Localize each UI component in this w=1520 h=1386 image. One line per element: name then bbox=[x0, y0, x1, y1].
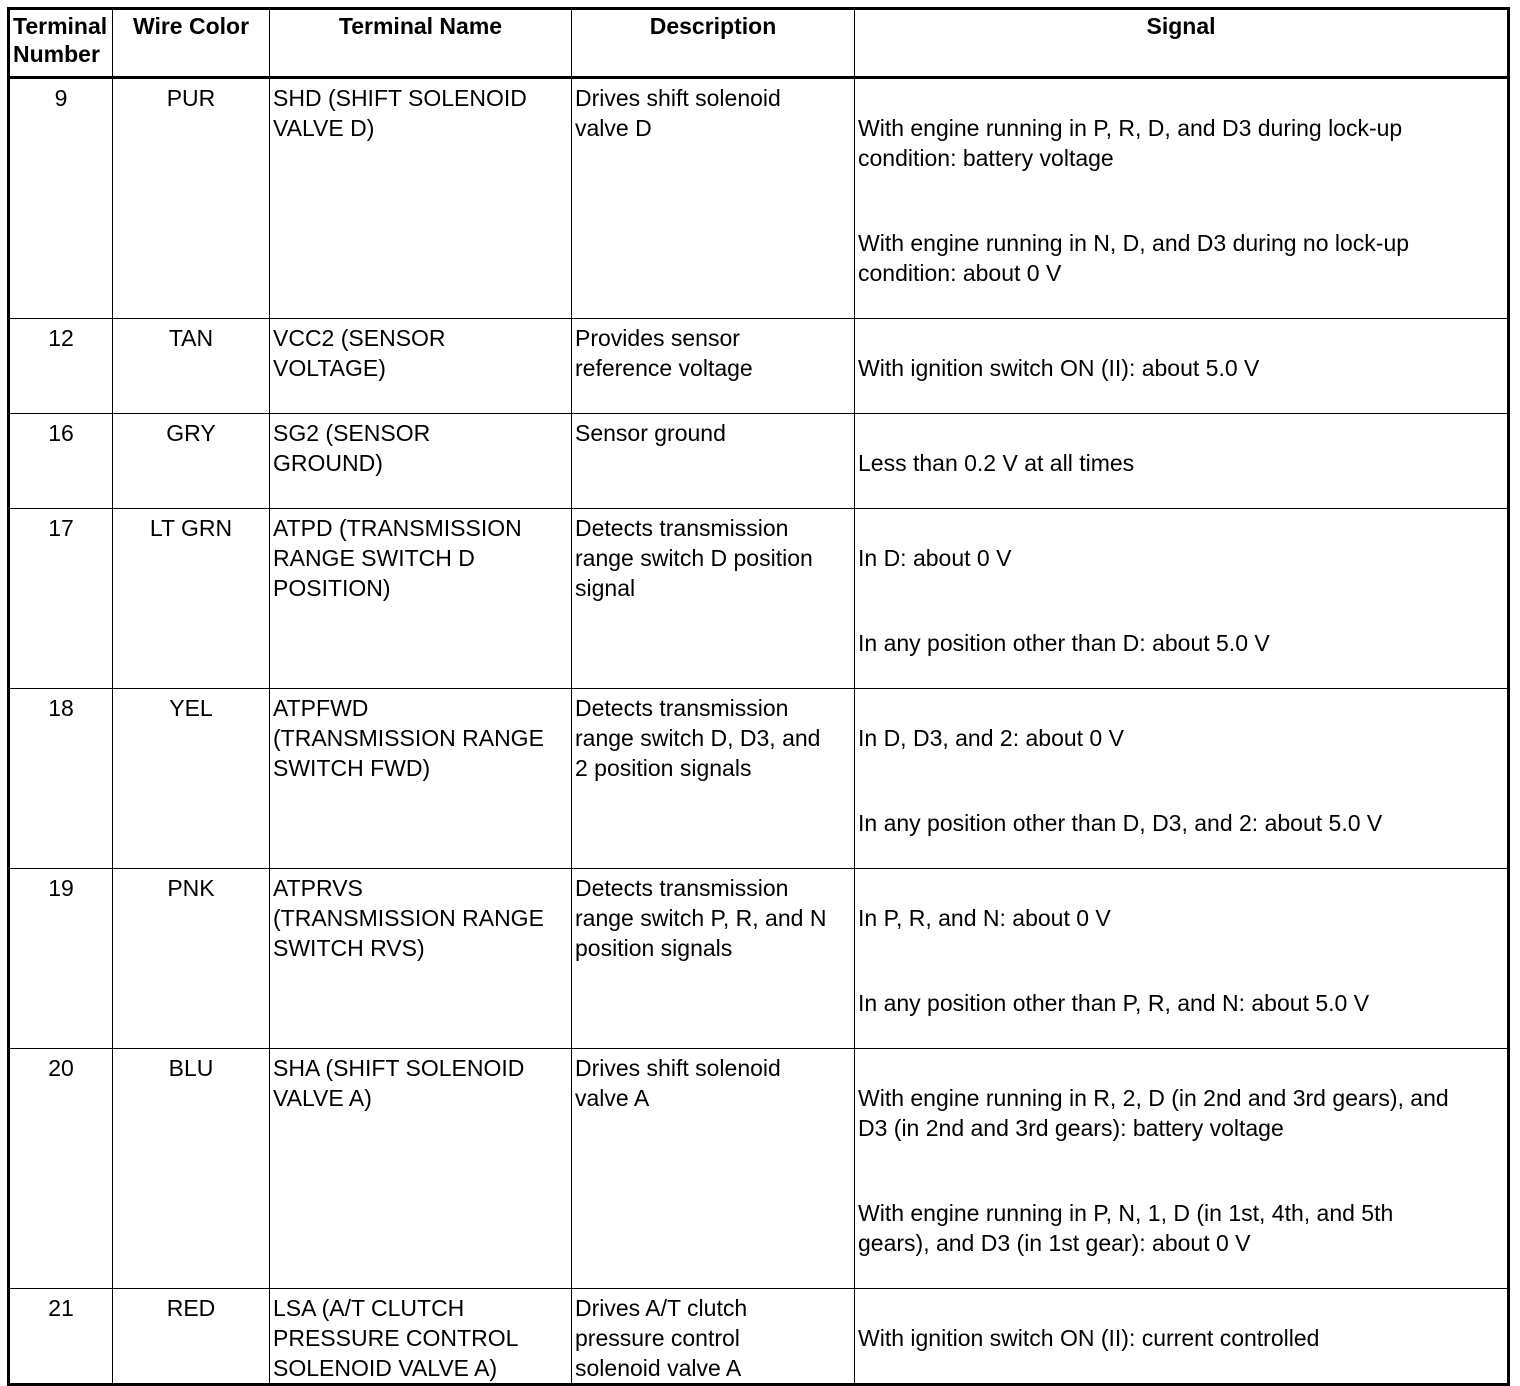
description-cell: Provides sensor reference voltage bbox=[572, 319, 855, 414]
table-row bbox=[9, 1049, 1509, 1289]
terminal-name-cell: LSA (A/T CLUTCH PRESSURE CONTROL SOLENOID VALVE A) bbox=[270, 1289, 572, 1385]
signal-text: In any position other than D: about 5.0 V bbox=[858, 630, 1270, 656]
terminal-name-cell: SHA (SHIFT SOLENOID VALVE A) bbox=[270, 1049, 572, 1289]
wire-color-cell: TAN bbox=[113, 319, 270, 414]
table-row bbox=[9, 78, 1509, 319]
description-cell: Drives shift solenoid valve A bbox=[572, 1049, 855, 1289]
description-cell: Drives shift solenoid valve D bbox=[572, 78, 855, 319]
wire-color-cell: LT GRN bbox=[113, 509, 270, 689]
description-cell: Detects transmission range switch D position signal bbox=[572, 509, 855, 689]
signal-cell bbox=[855, 414, 1509, 509]
table-row bbox=[9, 319, 1509, 414]
header-description: Description bbox=[572, 9, 855, 78]
signal-text: With engine running in R, 2, D (in 2nd and 3rd gears), and D3 (in 2nd and 3rd gears): battery voltage bbox=[858, 1085, 1449, 1141]
description-cell: Sensor ground bbox=[572, 414, 855, 509]
signal-text: With ignition switch ON (II): current controlled bbox=[858, 1325, 1320, 1351]
description-cell: Detects transmission range switch D, D3, and 2 position signals bbox=[572, 689, 855, 869]
signal-cell bbox=[855, 689, 1509, 869]
wire-color-cell: RED bbox=[113, 1289, 270, 1385]
terminal-name-cell: ATPFWD (TRANSMISSION RANGE SWITCH FWD) bbox=[270, 689, 572, 869]
terminal-name-cell: VCC2 (SENSOR VOLTAGE) bbox=[270, 319, 572, 414]
terminal-number-cell: 16 bbox=[9, 414, 113, 509]
signal-text: In D, D3, and 2: about 0 V bbox=[858, 725, 1124, 751]
signal-cell bbox=[855, 1289, 1509, 1385]
terminal-number-cell: 9 bbox=[9, 78, 113, 319]
signal-cell bbox=[855, 78, 1509, 319]
signal-cell bbox=[855, 869, 1509, 1049]
terminal-number-cell: 18 bbox=[9, 689, 113, 869]
terminal-number-cell: 20 bbox=[9, 1049, 113, 1289]
signal-text: Less than 0.2 V at all times bbox=[858, 450, 1135, 476]
signal-text: With engine running in P, R, D, and D3 during lock-up condition: battery voltage bbox=[858, 115, 1403, 171]
header-terminal-number: Terminal Number bbox=[9, 9, 113, 78]
table-row bbox=[9, 689, 1509, 869]
terminal-name-cell: SHD (SHIFT SOLENOID VALVE D) bbox=[270, 78, 572, 319]
terminal-number-cell: 19 bbox=[9, 869, 113, 1049]
description-cell: Detects transmission range switch P, R, and N position signals bbox=[572, 869, 855, 1049]
terminal-name-cell: SG2 (SENSOR GROUND) bbox=[270, 414, 572, 509]
wire-color-cell: GRY bbox=[113, 414, 270, 509]
header-row bbox=[9, 9, 1509, 78]
terminal-table bbox=[7, 7, 1510, 1386]
table-row bbox=[9, 1289, 1509, 1385]
header-wire-color: Wire Color bbox=[113, 9, 270, 78]
signal-text: With engine running in N, D, and D3 during no lock-up condition: about 0 V bbox=[858, 230, 1410, 286]
table-row bbox=[9, 414, 1509, 509]
description-cell: Drives A/T clutch pressure control solenoid valve A bbox=[572, 1289, 855, 1385]
signal-text: In D: about 0 V bbox=[858, 545, 1012, 571]
terminal-name-cell: ATPRVS (TRANSMISSION RANGE SWITCH RVS) bbox=[270, 869, 572, 1049]
wire-color-cell: BLU bbox=[113, 1049, 270, 1289]
terminal-name-cell: ATPD (TRANSMISSION RANGE SWITCH D POSITION) bbox=[270, 509, 572, 689]
terminal-number-cell: 17 bbox=[9, 509, 113, 689]
wire-color-cell: PNK bbox=[113, 869, 270, 1049]
terminal-number-cell: 12 bbox=[9, 319, 113, 414]
signal-text: In any position other than D, D3, and 2: about 5.0 V bbox=[858, 810, 1383, 836]
signal-text: With engine running in P, N, 1, D (in 1st, 4th, and 5th gears), and D3 (in 1st gear): about 0 V bbox=[858, 1200, 1394, 1256]
signal-text: In any position other than P, R, and N: about 5.0 V bbox=[858, 990, 1370, 1016]
terminal-number-cell: 21 bbox=[9, 1289, 113, 1385]
header-terminal-name: Terminal Name bbox=[270, 9, 572, 78]
table-body bbox=[9, 78, 1509, 1385]
signal-cell bbox=[855, 319, 1509, 414]
table-row bbox=[9, 869, 1509, 1049]
signal-cell bbox=[855, 1049, 1509, 1289]
table-row bbox=[9, 509, 1509, 689]
signal-text: In P, R, and N: about 0 V bbox=[858, 905, 1111, 931]
table-header bbox=[9, 9, 1509, 78]
header-signal: Signal bbox=[855, 9, 1509, 78]
wire-color-cell: PUR bbox=[113, 78, 270, 319]
signal-cell bbox=[855, 509, 1509, 689]
signal-text: With ignition switch ON (II): about 5.0 V bbox=[858, 355, 1260, 381]
wire-color-cell: YEL bbox=[113, 689, 270, 869]
